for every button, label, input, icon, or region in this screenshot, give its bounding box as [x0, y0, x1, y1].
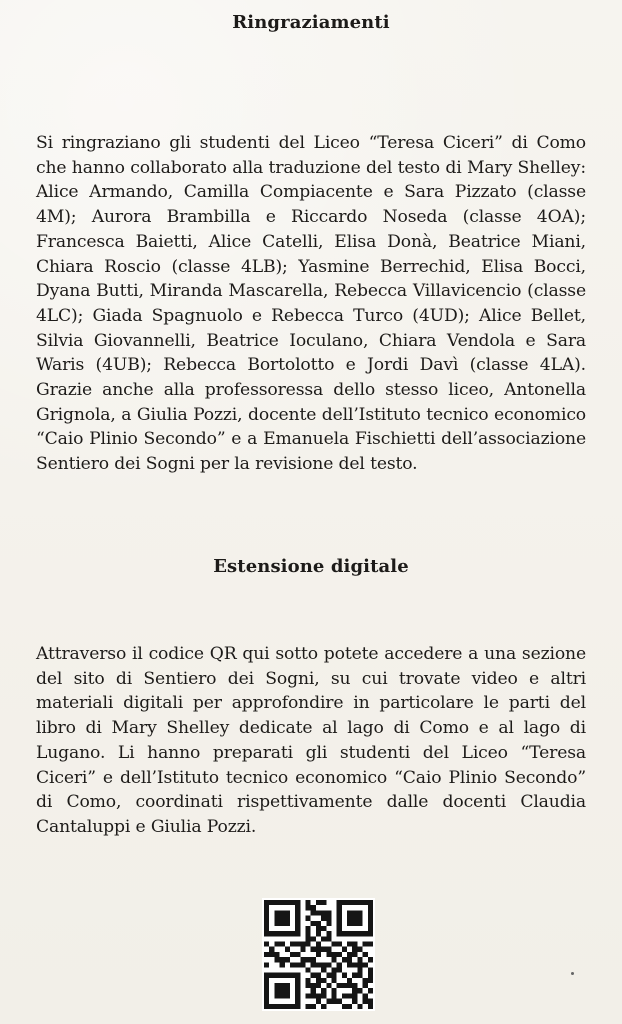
qr-module — [321, 900, 326, 905]
qr-module — [352, 983, 357, 988]
qr-module — [274, 910, 279, 915]
qr-module — [337, 952, 342, 957]
qr-module — [280, 993, 285, 998]
qr-module — [326, 931, 331, 936]
qr-module — [316, 983, 321, 988]
qr-module — [290, 900, 295, 905]
qr-module — [300, 962, 305, 967]
qr-module — [300, 957, 305, 962]
qr-module — [285, 921, 290, 926]
qr-module — [368, 1004, 373, 1009]
qr-module — [306, 926, 311, 931]
qr-module — [264, 962, 269, 967]
qr-module — [285, 993, 290, 998]
qr-module — [280, 988, 285, 993]
qr-module — [295, 978, 300, 983]
qr-module — [331, 942, 336, 947]
qr-module — [306, 931, 311, 936]
qr-module — [368, 967, 373, 972]
qr-module — [295, 983, 300, 988]
qr-module — [311, 936, 316, 941]
qr-module — [285, 931, 290, 936]
qr-module — [357, 1004, 362, 1009]
qr-module — [337, 926, 342, 931]
qr-module — [357, 962, 362, 967]
qr-module — [357, 967, 362, 972]
qr-module — [264, 983, 269, 988]
qr-module — [274, 921, 279, 926]
qr-module — [368, 916, 373, 921]
qr-module — [306, 1004, 311, 1009]
qr-module — [285, 910, 290, 915]
qr-module — [311, 962, 316, 967]
qr-code[interactable] — [262, 898, 375, 1011]
qr-module — [264, 905, 269, 910]
qr-module — [316, 962, 321, 967]
qr-module — [321, 947, 326, 952]
qr-module — [342, 993, 347, 998]
qr-module — [290, 973, 295, 978]
qr-module — [342, 900, 347, 905]
qr-module — [290, 962, 295, 967]
qr-module — [280, 942, 285, 947]
qr-module — [368, 900, 373, 905]
qr-module — [357, 957, 362, 962]
qr-module — [274, 973, 279, 978]
qr-module — [311, 983, 316, 988]
qr-module — [274, 952, 279, 957]
qr-module — [264, 921, 269, 926]
qr-module — [274, 900, 279, 905]
qr-module — [347, 978, 352, 983]
qr-module — [280, 1004, 285, 1009]
qr-module — [295, 900, 300, 905]
qr-module — [352, 916, 357, 921]
qr-module — [342, 983, 347, 988]
qr-module — [357, 900, 362, 905]
qr-module — [295, 962, 300, 967]
qr-module — [337, 905, 342, 910]
qr-module — [274, 1004, 279, 1009]
qr-module — [290, 1004, 295, 1009]
qr-code-icon — [264, 900, 373, 1009]
qr-module — [311, 905, 316, 910]
qr-module — [269, 931, 274, 936]
qr-module — [285, 973, 290, 978]
qr-module — [326, 936, 331, 941]
qr-module — [264, 1004, 269, 1009]
qr-module — [264, 993, 269, 998]
qr-module — [280, 921, 285, 926]
qr-module — [295, 999, 300, 1004]
qr-module — [321, 962, 326, 967]
qr-module — [269, 947, 274, 952]
qr-module — [337, 999, 342, 1004]
qr-module — [368, 978, 373, 983]
qr-module — [295, 916, 300, 921]
qr-module — [368, 988, 373, 993]
qr-module — [337, 921, 342, 926]
qr-module — [321, 916, 326, 921]
qr-module — [347, 952, 352, 957]
qr-module — [295, 926, 300, 931]
qr-module — [300, 947, 305, 952]
qr-module — [342, 973, 347, 978]
qr-module — [347, 993, 352, 998]
qr-module — [295, 952, 300, 957]
qr-module — [321, 936, 326, 941]
qr-module — [337, 916, 342, 921]
qr-module — [306, 957, 311, 962]
qr-module — [331, 988, 336, 993]
qr-module — [295, 905, 300, 910]
qr-module — [352, 931, 357, 936]
qr-module — [274, 942, 279, 947]
qr-module — [368, 973, 373, 978]
qr-module — [316, 947, 321, 952]
qr-module — [347, 921, 352, 926]
qr-module — [326, 910, 331, 915]
qr-module — [274, 983, 279, 988]
qr-module — [337, 900, 342, 905]
qr-module — [357, 947, 362, 952]
qr-module — [326, 973, 331, 978]
qr-module — [269, 900, 274, 905]
qr-module — [342, 931, 347, 936]
qr-module — [347, 983, 352, 988]
qr-module — [280, 983, 285, 988]
qr-module — [337, 962, 342, 967]
qr-module — [290, 952, 295, 957]
qr-module — [295, 910, 300, 915]
qr-module — [306, 936, 311, 941]
qr-module — [352, 921, 357, 926]
qr-module — [326, 962, 331, 967]
qr-module — [311, 910, 316, 915]
qr-module — [316, 926, 321, 931]
qr-module — [363, 999, 368, 1004]
qr-module — [280, 900, 285, 905]
qr-module — [352, 947, 357, 952]
qr-module — [274, 957, 279, 962]
qr-module — [316, 910, 321, 915]
qr-module — [321, 926, 326, 931]
qr-module — [347, 910, 352, 915]
qr-module — [321, 1004, 326, 1009]
qr-module — [326, 921, 331, 926]
qr-module — [306, 967, 311, 972]
qr-module — [352, 988, 357, 993]
acknowledgements-heading: Ringraziamenti — [232, 12, 390, 33]
qr-module — [274, 993, 279, 998]
qr-module — [326, 983, 331, 988]
qr-module — [352, 973, 357, 978]
qr-module — [347, 962, 352, 967]
qr-module — [347, 900, 352, 905]
qr-module — [311, 993, 316, 998]
qr-module — [285, 1004, 290, 1009]
qr-module — [306, 993, 311, 998]
qr-module — [280, 931, 285, 936]
qr-module — [316, 921, 321, 926]
qr-module — [331, 978, 336, 983]
qr-module — [368, 957, 373, 962]
qr-module — [316, 952, 321, 957]
qr-module — [363, 993, 368, 998]
qr-module — [274, 931, 279, 936]
qr-module — [264, 900, 269, 905]
qr-module — [368, 942, 373, 947]
qr-module — [368, 921, 373, 926]
qr-module — [357, 921, 362, 926]
acknowledgements-paragraph: Si ringraziano gli studenti del Liceo “Teresa Ciceri” di Como che hanno collaborato alla traduzione del testo di Mary Shelley: Alice Armando, Camilla Compiacente e Sara Pizzato (classe 4M); Aurora Brambilla e Riccardo Noseda (classe 4OA); Francesca Baietti, Alice Catelli, Elisa Donà, Beatrice Miani, Chiara Roscio (classe 4LB); Yasmine Berrechid, Elisa Bocci, Dyana Butti, Miranda Mascarella, Rebecca Villavicencio (classe 4LC); Giada Spagnuolo e Rebecca Turco (4UD); Alice Bellet, Silvia Giovannelli, Beatrice Ioculano, Chiara Vendola e Sara Waris (4UB); Rebecca Bortolotto e Jordi Davì (classe 4LA). Grazie anche alla professoressa dello stesso liceo, Antonella Grignola, a Giulia Pozzi, docente dell’Istituto tecnico economico “Caio Plinio Secondo” e a Emanuela Fischietti dell’associazione Sentiero dei Sogni per la revisione del testo. — [36, 133, 586, 475]
qr-module — [368, 931, 373, 936]
qr-module — [274, 988, 279, 993]
qr-module — [285, 900, 290, 905]
qr-module — [352, 910, 357, 915]
qr-module — [321, 910, 326, 915]
qr-module — [316, 900, 321, 905]
qr-module — [337, 983, 342, 988]
qr-module — [326, 916, 331, 921]
qr-module — [264, 942, 269, 947]
qr-module — [368, 910, 373, 915]
qr-module — [316, 942, 321, 947]
qr-module — [368, 999, 373, 1004]
qr-module — [331, 999, 336, 1004]
qr-module — [347, 931, 352, 936]
qr-module — [347, 916, 352, 921]
qr-module — [311, 921, 316, 926]
qr-module — [306, 900, 311, 905]
qr-module — [280, 910, 285, 915]
qr-module — [311, 947, 316, 952]
qr-module — [264, 988, 269, 993]
qr-module — [264, 931, 269, 936]
qr-module — [337, 931, 342, 936]
qr-module — [363, 942, 368, 947]
qr-module — [347, 1004, 352, 1009]
qr-module — [352, 942, 357, 947]
qr-module — [295, 988, 300, 993]
qr-module — [269, 973, 274, 978]
qr-module — [264, 910, 269, 915]
qr-module — [326, 947, 331, 952]
qr-module — [326, 952, 331, 957]
qr-module — [352, 962, 357, 967]
qr-module — [280, 957, 285, 962]
qr-module — [363, 962, 368, 967]
qr-module — [264, 952, 269, 957]
qr-module — [342, 1004, 347, 1009]
qr-module — [264, 916, 269, 921]
qr-module — [274, 916, 279, 921]
qr-module — [363, 983, 368, 988]
qr-module — [342, 957, 347, 962]
qr-module — [295, 973, 300, 978]
qr-module — [316, 999, 321, 1004]
qr-module — [363, 952, 368, 957]
digital-extension-paragraph: Attraverso il codice QR qui sotto potete accedere a una sezione del sito di Sentiero dei Sogni, su cui trovate video e altri materiali digitali per approfondire in particolare le parti del libro di Mary Shelley dedicate al lago di Como e al lago di Lugano. Li hanno preparati gli studenti del Liceo “Teresa Ciceri” e dell’Istituto tecnico economico “Caio Plinio Secondo” di Como, coordinati rispettivamente dalle docenti Claudia Cantaluppi e Giulia Pozzi. — [36, 644, 586, 837]
qr-module — [311, 973, 316, 978]
qr-module — [306, 983, 311, 988]
qr-module — [269, 952, 274, 957]
qr-module — [269, 1004, 274, 1009]
qr-module — [264, 973, 269, 978]
qr-module — [290, 942, 295, 947]
qr-module — [316, 973, 321, 978]
qr-module — [352, 999, 357, 1004]
qr-module — [342, 947, 347, 952]
qr-module — [331, 967, 336, 972]
qr-module — [331, 993, 336, 998]
qr-module — [290, 931, 295, 936]
qr-module — [264, 978, 269, 983]
qr-module — [321, 988, 326, 993]
qr-module — [363, 931, 368, 936]
qr-module — [264, 926, 269, 931]
qr-module — [337, 942, 342, 947]
qr-module — [264, 999, 269, 1004]
qr-module — [357, 973, 362, 978]
qr-module — [285, 916, 290, 921]
qr-module — [285, 957, 290, 962]
qr-module — [321, 978, 326, 983]
qr-module — [331, 952, 336, 957]
qr-module — [352, 993, 357, 998]
qr-module — [280, 962, 285, 967]
qr-module — [331, 973, 336, 978]
qr-module — [295, 942, 300, 947]
qr-module — [347, 942, 352, 947]
qr-module — [337, 967, 342, 972]
digital-extension-heading: Estensione digitale — [213, 556, 409, 577]
qr-module — [368, 926, 373, 931]
paper-speck — [571, 972, 574, 975]
qr-module — [368, 905, 373, 910]
qr-module — [326, 999, 331, 1004]
qr-module — [306, 905, 311, 910]
qr-module — [316, 993, 321, 998]
qr-module — [285, 988, 290, 993]
qr-module — [306, 916, 311, 921]
qr-module — [295, 993, 300, 998]
qr-module — [316, 931, 321, 936]
qr-module — [311, 957, 316, 962]
qr-module — [357, 988, 362, 993]
qr-module — [280, 916, 285, 921]
qr-module — [306, 978, 311, 983]
qr-module — [311, 1004, 316, 1009]
qr-module — [347, 957, 352, 962]
qr-module — [357, 916, 362, 921]
qr-module — [311, 988, 316, 993]
qr-module — [363, 900, 368, 905]
qr-module — [321, 993, 326, 998]
qr-module — [295, 1004, 300, 1009]
qr-module — [295, 921, 300, 926]
qr-module — [331, 957, 336, 962]
qr-module — [285, 947, 290, 952]
qr-module — [352, 900, 357, 905]
qr-module — [300, 942, 305, 947]
qr-module — [295, 931, 300, 936]
qr-module — [357, 931, 362, 936]
qr-module — [363, 978, 368, 983]
qr-module — [285, 983, 290, 988]
qr-module — [280, 973, 285, 978]
qr-module — [316, 978, 321, 983]
qr-module — [357, 910, 362, 915]
qr-module — [352, 952, 357, 957]
qr-module — [306, 942, 311, 947]
qr-module — [321, 967, 326, 972]
qr-module — [337, 910, 342, 915]
